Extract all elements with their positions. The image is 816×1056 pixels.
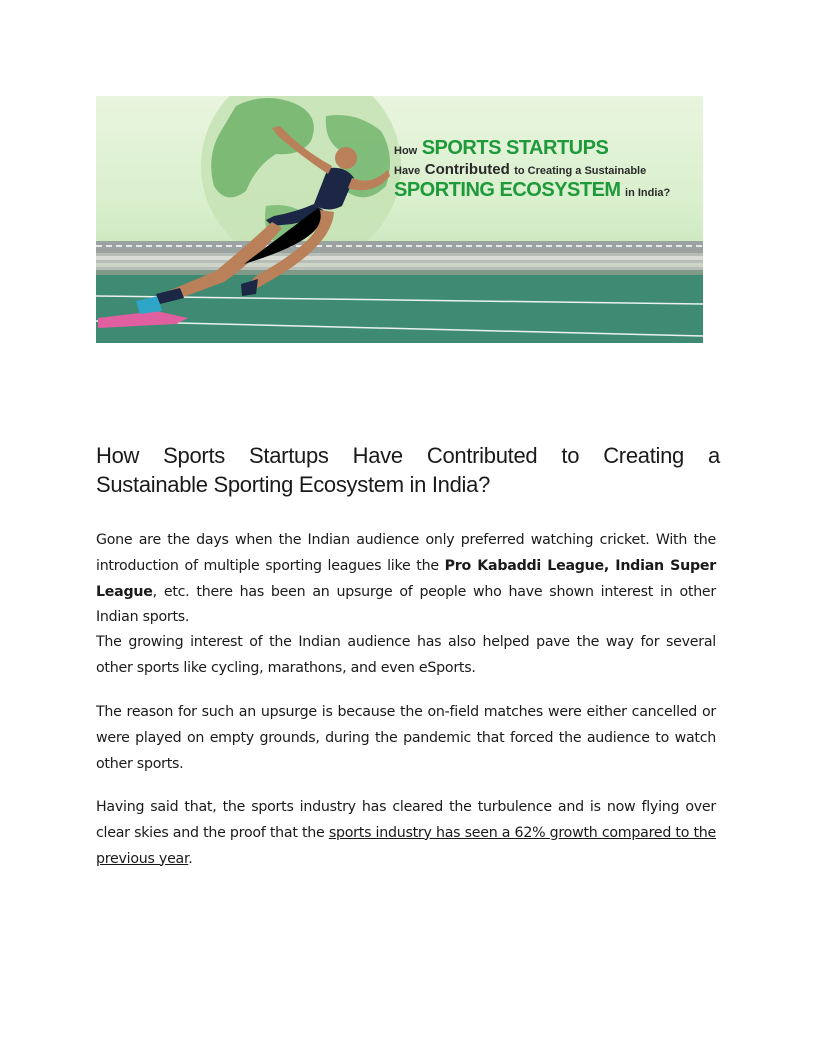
- banner-contributed: Contributed: [424, 161, 510, 178]
- paragraph-1-bold-leagues: Pro Kabaddi League, Indian Super League: [96, 557, 716, 600]
- banner-sporting-ecosystem: SPORTING ECOSYSTEM: [394, 179, 621, 201]
- banner-headline: [394, 138, 694, 200]
- article-title-line-2: Sustainable Sporting Ecosystem in India?: [96, 472, 491, 497]
- paragraph-3: The reason for such an upsurge is because the on-field matches were either cancelled or were played on empty grounds, during the pandemic that forced the audience to watch other sports.: [96, 704, 716, 772]
- banner-line-2: [394, 162, 694, 178]
- banner-in-india: in India?: [625, 187, 671, 199]
- banner-sports-startups: SPORTS STARTUPS: [421, 137, 609, 159]
- growth-statistic-link[interactable]: sports industry has seen a 62% growth compared to the previous year: [96, 824, 716, 867]
- banner-how: How: [394, 145, 418, 157]
- banner-illustration: [96, 96, 703, 343]
- paragraph-2: The growing interest of the Indian audience has also helped pave the way for several other sports like cycling, marathons, and even eSports.: [96, 634, 716, 676]
- paragraph-1-text-a: Gone are the days when the Indian audience only preferred watching cricket. With the introduction of multiple sporting leagues like the: [96, 532, 716, 574]
- banner-to-creating: to Creating a Sustainable: [514, 165, 647, 177]
- article-title-line-1: How Sports Startups Have Contributed to Creating a: [96, 443, 720, 468]
- paragraph-4-text-b: .: [188, 850, 193, 867]
- article-title: [96, 441, 720, 499]
- stadium-stands: [96, 241, 703, 275]
- banner-line-3: [394, 180, 694, 200]
- banner-line-1: [394, 138, 694, 158]
- paragraph-1: [96, 528, 716, 631]
- paragraph-1-text-b: , etc. there has been an upsurge of people who have shown interest in other Indian sports.: [96, 583, 716, 626]
- banner-have: Have: [394, 165, 421, 177]
- hero-banner-image: [96, 96, 703, 343]
- paragraph-4-text-a: Having said that, the sports industry has cleared the turbulence and is now flying over clear skies and the proof that the: [96, 799, 716, 841]
- paragraph-4: [96, 795, 716, 872]
